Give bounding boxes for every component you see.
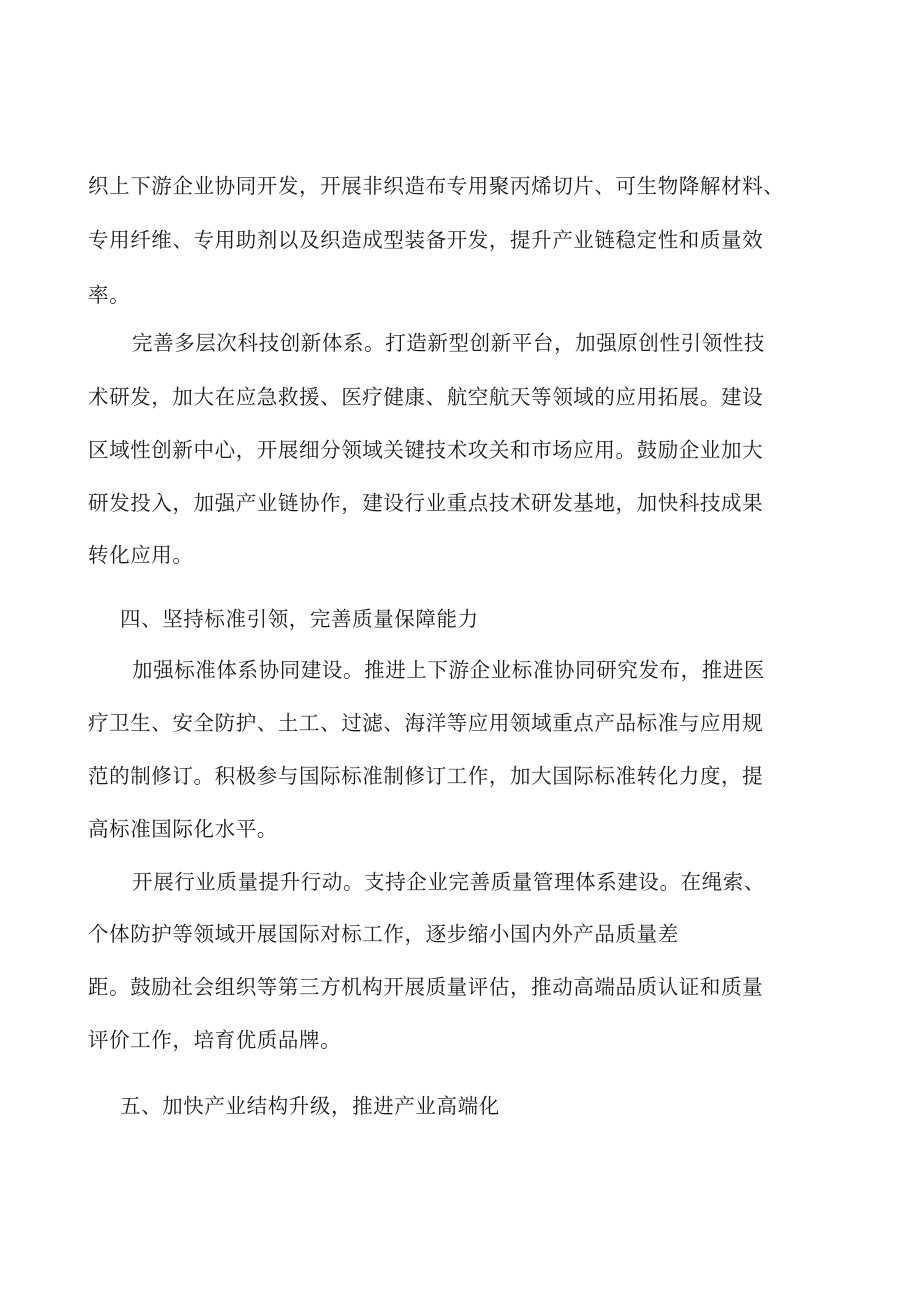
text-line: 区域性创新中心，开展细分领域关键技术攻关和市场应用。鼓励企业加大 xyxy=(88,438,764,462)
text-line: 高标准国际化水平。 xyxy=(88,817,278,841)
section-heading-structure-upgrade: 五、加快产业结构升级，推进产业高端化 xyxy=(120,1094,500,1118)
text-line: 距。鼓励社会组织等第三方机构开展质量评估，推动高端品质认证和质量 xyxy=(88,975,764,999)
text-line: 范的制修订。积极参与国际标准制修订工作，加大国际标准转化力度，提 xyxy=(88,764,764,788)
text-line: 加强标准体系协同建设。推进上下游企业标准协同研究发布，推进医 xyxy=(132,658,765,682)
text-line: 研发投入，加强产业链协作，建设行业重点技术研发基地，加快科技成果 xyxy=(88,491,764,515)
text-line: 织上下游企业协同开发，开展非织造布专用聚丙烯切片、可生物降解材料、 xyxy=(88,174,785,198)
text-line: 开展行业质量提升行动。支持企业完善质量管理体系建设。在绳索、 xyxy=(132,870,765,894)
text-line: 个体防护等领域开展国际对标工作，逐步缩小国内外产品质量差 xyxy=(88,922,679,946)
text-line: 疗卫生、安全防护、土工、过滤、海洋等应用领域重点产品标准与应用规 xyxy=(88,711,764,735)
section-heading-standards: 四、坚持标准引领，完善质量保障能力 xyxy=(120,607,479,631)
text-line: 评价工作，培育优质品牌。 xyxy=(88,1028,342,1052)
text-line: 率。 xyxy=(88,283,131,307)
text-line: 术研发，加大在应急救援、医疗健康、航空航天等领域的应用拓展。建设 xyxy=(88,385,764,409)
text-line: 专用纤维、专用助剂以及织造成型装备开发，提升产业链稳定性和质量效 xyxy=(88,228,764,252)
text-line: 转化应用。 xyxy=(88,543,194,567)
text-line: 完善多层次科技创新体系。打造新型创新平台，加强原创性引领性技 xyxy=(132,331,765,355)
